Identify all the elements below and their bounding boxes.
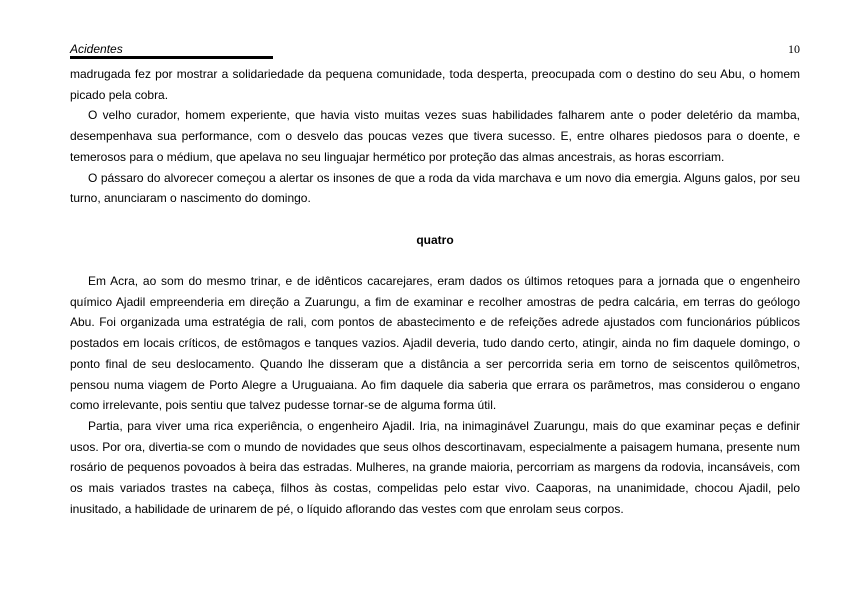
body-text [70, 64, 800, 519]
paragraph: Em Acra, ao som do mesmo trinar, e de idênticos cacarejares, eram dados os últimos retoques para a jornada que o engenheiro químico Ajadil empreenderia em direção a Zuarungu, a fim de examinar e recolher amostras de pedra calcária, em terras do geólogo Abu. Foi organizada uma estratégia de rali, com pontos de abastecimento e de refeições adrede ajustados com funcionários públicos postados em locais críticos, de estômagos e tanques vazios. Ajadil deveria, tudo dando certo, atingir, ainda no fim daquele domingo, o ponto final de seu deslocamento. Quando lhe disseram que a distância a ser percorrida seria em torno de seiscentos quilômetros, pensou numa viagem de Porto Alegre a Uruguaiana. Ao fim daquele dia saberia que errara os parâmetros, mas considerou o engano como irrelevante, pois sentiu que talvez pudesse tornar-se de alguma forma útil. [70, 274, 800, 413]
running-title: Acidentes [70, 42, 123, 56]
paragraph: O pássaro do alvorecer começou a alertar os insones de que a roda da vida marchava e um novo dia emergia. Alguns galos, por seu turno, anunciaram o nascimento do domingo. [70, 170, 800, 206]
page-number: 10 [788, 42, 800, 56]
section-heading: quatro [416, 232, 454, 247]
paragraph: Partia, para viver uma rica experiência, o engenheiro Ajadil. Iria, na inimaginável Zuarungu, mais do que examinar peças e definir usos. Por ora, divertia-se com o mundo de novidades que seus olhos descortinavam, especialmente a paisagem humana, presente num rosário de pequenos povoados à beira das estradas. Mulheres, na grande maioria, percorriam as margens da rodovia, incansáveis, com os mais variados trastes na cabeça, filhos às costas, compelidas pelo estar vivo. Caaporas, na unanimidade, chocou Ajadil, pelo inusitado, a habilidade de urinarem de pé, o líquido aflorando das vestes com que enrolam seus corpos. [70, 418, 800, 516]
paragraph-continued: madrugada fez por mostrar a solidariedade da pequena comunidade, toda desperta, preocupada com o destino do seu Abu, o homem picado pela cobra. [70, 67, 800, 102]
header-rule [70, 56, 273, 59]
paragraph: O velho curador, homem experiente, que havia visto muitas vezes suas habilidades falharem ante o poder deletério da mamba, desempenhava sua performance, com o desvelo das poucas vezes que tivera sucesso. E, entre olhares piedosos para o doente, e temerosos para o médium, que apelava no seu linguajar hermético por proteção das almas ancestrais, as horas escorriam. [70, 108, 800, 164]
page-header [70, 41, 800, 59]
